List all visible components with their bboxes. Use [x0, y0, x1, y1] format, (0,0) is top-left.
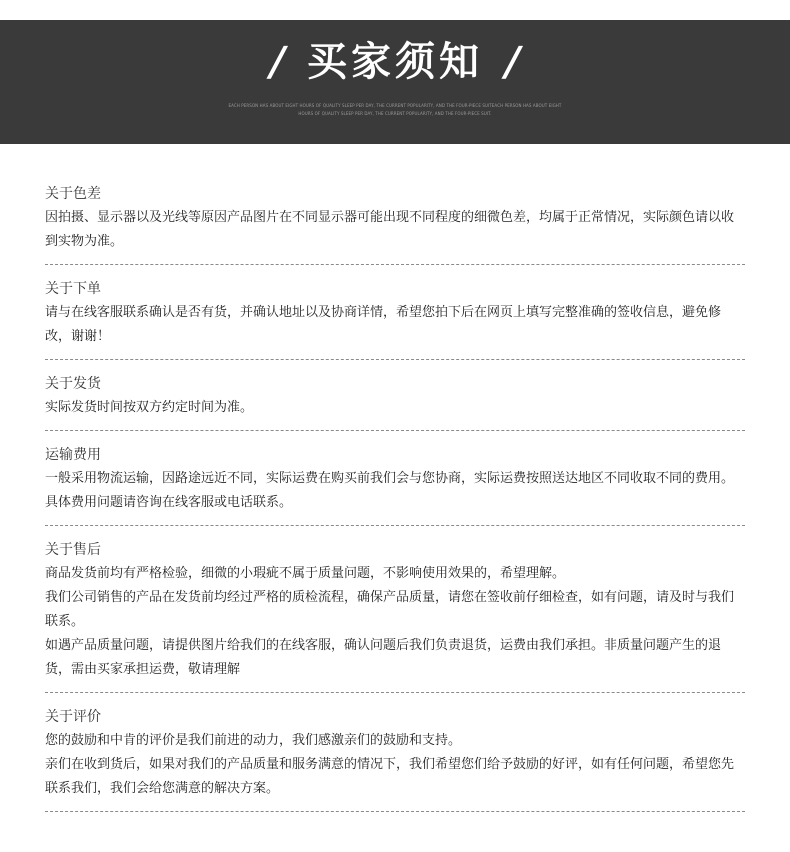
dashed-divider	[45, 692, 745, 693]
section-title: 关于售后	[45, 542, 101, 558]
section-text: 实际发货时间按双方约定时间为准。	[45, 400, 254, 415]
left-slash: /	[265, 39, 290, 85]
dashed-divider	[45, 264, 745, 265]
section-freight	[45, 445, 745, 526]
section-text: 请与在线客服联系确认是否有货，并确认地址以及协商详情，希望您拍下后在网页上填写完整准确的签收信息，避免修改，谢谢！	[45, 305, 722, 344]
section-text: 亲们在收到货后，如果对我们的产品质量和服务满意的情况下，我们希望您们给予鼓励的好评，如有任何问题，希望您先联系我们，我们会给您满意的解决方案。	[45, 757, 735, 796]
section-reviews	[45, 707, 745, 812]
top-spacer	[0, 0, 790, 20]
right-slash: /	[500, 39, 525, 85]
dashed-divider	[45, 430, 745, 431]
section-text: 我们公司销售的产品在发货前均经过严格的质检流程，确保产品质量，请您在签收前仔细检查，如有问题，请及时与我们联系。	[45, 590, 735, 629]
dashed-divider	[45, 525, 745, 526]
section-ordering	[45, 279, 745, 360]
section-color-difference	[45, 184, 745, 265]
header-banner	[0, 20, 790, 144]
section-after-sales	[45, 540, 745, 693]
section-shipping	[45, 374, 745, 431]
section-title: 关于色差	[45, 186, 101, 202]
banner-title	[265, 39, 525, 85]
section-title: 关于下单	[45, 281, 101, 297]
section-text: 如遇产品质量问题，请提供图片给我们的在线客服，确认问题后我们负责退货，运费由我们承担。非质量问题产生的退货，需由买家承担运费，敬请理解	[45, 638, 722, 677]
page-title: 买家须知	[307, 39, 483, 85]
dashed-divider	[45, 811, 745, 812]
section-text: 因拍摄、显示器以及光线等原因产品图片在不同显示器可能出现不同程度的细微色差，均属于正常情况，实际颜色请以收到实物为准。	[45, 210, 735, 249]
banner-subtitle: EACH PERSON HAS ABOUT EIGHT HOURS OF QUALITY SLEEP PER DAY, THE CURRENT POPULARITY, AND THE FOUR-PIECE SUITEACH PERSON HAS ABOUT EIGHT HOURS OF QUALITY SLEEP PER DAY, THE CURRENT POPULARITY, AND THE FOUR-PIECE SUIT.	[228, 103, 562, 116]
section-text: 商品发货前均有严格检验，细微的小瑕疵不属于质量问题，不影响使用效果的，希望理解。	[45, 566, 566, 581]
notice-content	[0, 144, 790, 812]
section-text: 您的鼓励和中肯的评价是我们前进的动力，我们感激亲们的鼓励和支持。	[45, 733, 462, 748]
section-text: 一般采用物流运输，因路途远近不同，实际运费在购买前我们会与您协商，实际运费按照送达地区不同收取不同的费用。具体费用问题请咨询在线客服或电话联系。	[45, 471, 735, 510]
dashed-divider	[45, 359, 745, 360]
section-title: 运输费用	[45, 447, 101, 463]
section-title: 关于评价	[45, 709, 101, 725]
section-title: 关于发货	[45, 376, 101, 392]
